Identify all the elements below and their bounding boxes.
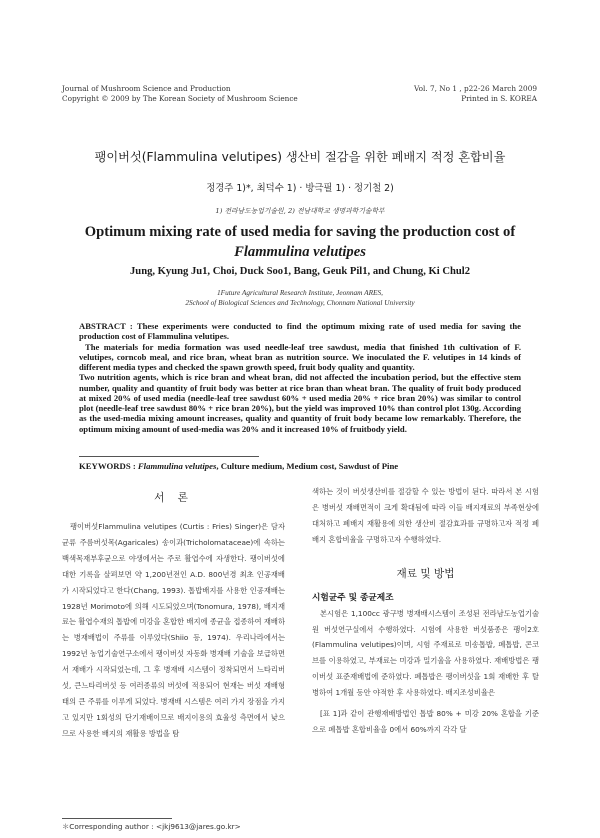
- journal-name: Journal of Mushroom Science and Production: [62, 84, 231, 93]
- english-title-line2: Flammulina velutipes: [234, 244, 366, 260]
- affiliation-2: 2School of Biological Sciences and Technology, Chonnam National University: [185, 297, 415, 307]
- korean-authors: 정경주 1)*, 최덕수 1) · 방극필 1) · 정기철 2): [206, 183, 394, 194]
- left-column: [62, 484, 285, 742]
- intro-heading: 서 론: [154, 492, 193, 504]
- printed-line: Printed in S. KOREA: [461, 94, 537, 103]
- issue-header: [414, 84, 537, 104]
- keywords-label: KEYWORDS :: [79, 461, 138, 471]
- volume-line: Vol. 7, No 1 , p22-26 March 2009: [414, 84, 537, 93]
- intro-continued: 색하는 것이 버섯생산비를 절감할 수 있는 방법이 된다. 따라서 본 시험은 병버섯 재배면적이 크게 확대됨에 따라 이들 배지재료의 부족현상에 대처하고 폐배지 재활용에 의한 생산비 절감효과를 규명하고자 적정 폐배지 혼합비율을 구명하고자 수행하였다.: [312, 487, 539, 544]
- abstract-p3: Two nutrition agents, which is rice bran and wheat bran, did not affected the incubation period, but the effective stem number, quality and quantity of fruit body was better at rice bran than wheat bran. The quality of fruit body produced at mixed 20% of used media (needle-leaf tree sawdust 60% + used media 20% + rice bran 20%) was similar to control plot (needle-leaf tree sawdust 80% + rice bran 20%), but the yield was improved 10% than control plot 130g. According as the used-media mixing amount increases, quality and quantity of fruit body became low remarkably. Therefore, the optimum mixing amount of used-media was 20% and it increased 10% of fruitbody yield.: [79, 372, 521, 434]
- abstract-p1: ABSTRACT : These experiments were conducted to find the optimum mixing rate of used media for saving the production cost of Flammulina velutipes.: [79, 321, 521, 342]
- keywords-species: Flammulina velutipes: [137, 461, 217, 471]
- korean-affiliations: 1) 전라남도농업기술원, 2) 전남대학교 생명과학기술학부: [215, 207, 385, 215]
- methods-heading: 재료 및 방법: [396, 567, 455, 580]
- abstract: [79, 321, 521, 434]
- footnote-divider: [62, 818, 172, 819]
- intro-text: 팽이버섯Flammulina velutipes (Curtis : Fries) Singer)은 담자균류 주름버섯목(Agaricales) 송이과(Tricholomataceae)에 속하는 백색목재부후균으로 야생에서는 주로 활엽수에 자생한다. 팽이버섯에 대한 기록을 살펴보면 약 1,200년전인 A.D. 800년경 최초 인공재배가 시작되었다고 한다(Chang, 1993). 톱밥배지를 사용한 인공재배는 1928년 Morimoto에 의해 시도되었으며(Tonomura, 1978), 배지재료는 활엽수재의 톱밥에 미강을 혼합한 배지에 종균을 접종하여 재배하는 병재배법이 주류를 이루었다(Shiio 등, 1974). 우리나라에서는 1992년 농업기술연구소에서 팽이버섯 자동화 병재배 기술을 보급하면서 재배가 시작되었는데, 그 후 병재배 시스템이 정착되면서 느타리버섯, 큰느타리버섯 등 여러종류의 버섯에 적용되어 현재는 버섯 재배형태의 큰 주류를 이루게 되었다. 병재배 시스템은 여러 가지 장점을 가지고 있지만 1회성의 단기재배이므로 배지이용의 효율성 측면에서 낮으므로 사용한 배지의 재활용 방법을 탐: [62, 522, 285, 738]
- english-title: [40, 222, 560, 262]
- keywords-divider: [79, 456, 259, 457]
- keywords-rest: , Culture medium, Medium cost, Sawdust of Pine: [216, 461, 399, 471]
- keywords: [79, 461, 398, 471]
- english-authors: Jung, Kyung Ju1, Choi, Duck Soo1, Bang, Geuk Pil1, and Chung, Ki Chul2: [130, 266, 470, 277]
- english-title-line1: Optimum mixing rate of used media for saving the production cost of: [84, 224, 516, 240]
- methods-paragraph-2: [표 1]과 같이 관행재배방법인 톱밥 80% + 미강 20% 혼합을 기준으로 폐톱밥 혼합비율을 0에서 60%까지 각각 달: [312, 709, 539, 734]
- korean-title: 팽이버섯(Flammulina velutipes) 생산비 절감을 위한 폐배지 적정 혼합비율: [94, 150, 506, 164]
- affiliation-1: 1Future Agricultural Research Institute, Jeonnam ARES,: [217, 288, 383, 297]
- journal-header: [62, 84, 298, 104]
- copyright-line: Copyright © 2009 by The Korean Society of Mushroom Science: [62, 94, 298, 103]
- strain-subheading: 시험균주 및 종균제조: [312, 592, 394, 603]
- abstract-p2: The materials for media formation was used needle-leaf tree sawdust, media that finished 1th cultivation of F. velutipes, corncob meal, and rice bran, wheat bran as nutrition source. We inoculated the F. velutipes in 14 kinds of different media types and checked the spawn growth speed, fruit body quality and quantity.: [79, 341, 521, 372]
- right-column: [312, 484, 539, 738]
- english-affiliations: [0, 288, 600, 307]
- corresponding-author: ＊Corresponding author : <jkj9613@jares.go.kr>: [62, 822, 241, 831]
- methods-paragraph-1: 본시험은 1,100cc 광구병 병재배시스템이 조성된 전라남도농업기술원 버섯연구실에서 수행하였다. 시험에 사용한 버섯품종은 팽이2호(Flammulina velutipes)이며, 시험 주재료로 미송톱밥, 폐톱밥, 콘코브를 이용하였고, 부재료는 미강과 밀기울을 사용하였다. 재배방법은 팽이버섯 표준재배법에 준하였다. 폐톱밥은 팽이버섯을 1회 재배한 후 탈병하여 1개월 동안 야적한 후 사용하였다. 배지조성비율은: [312, 608, 539, 698]
